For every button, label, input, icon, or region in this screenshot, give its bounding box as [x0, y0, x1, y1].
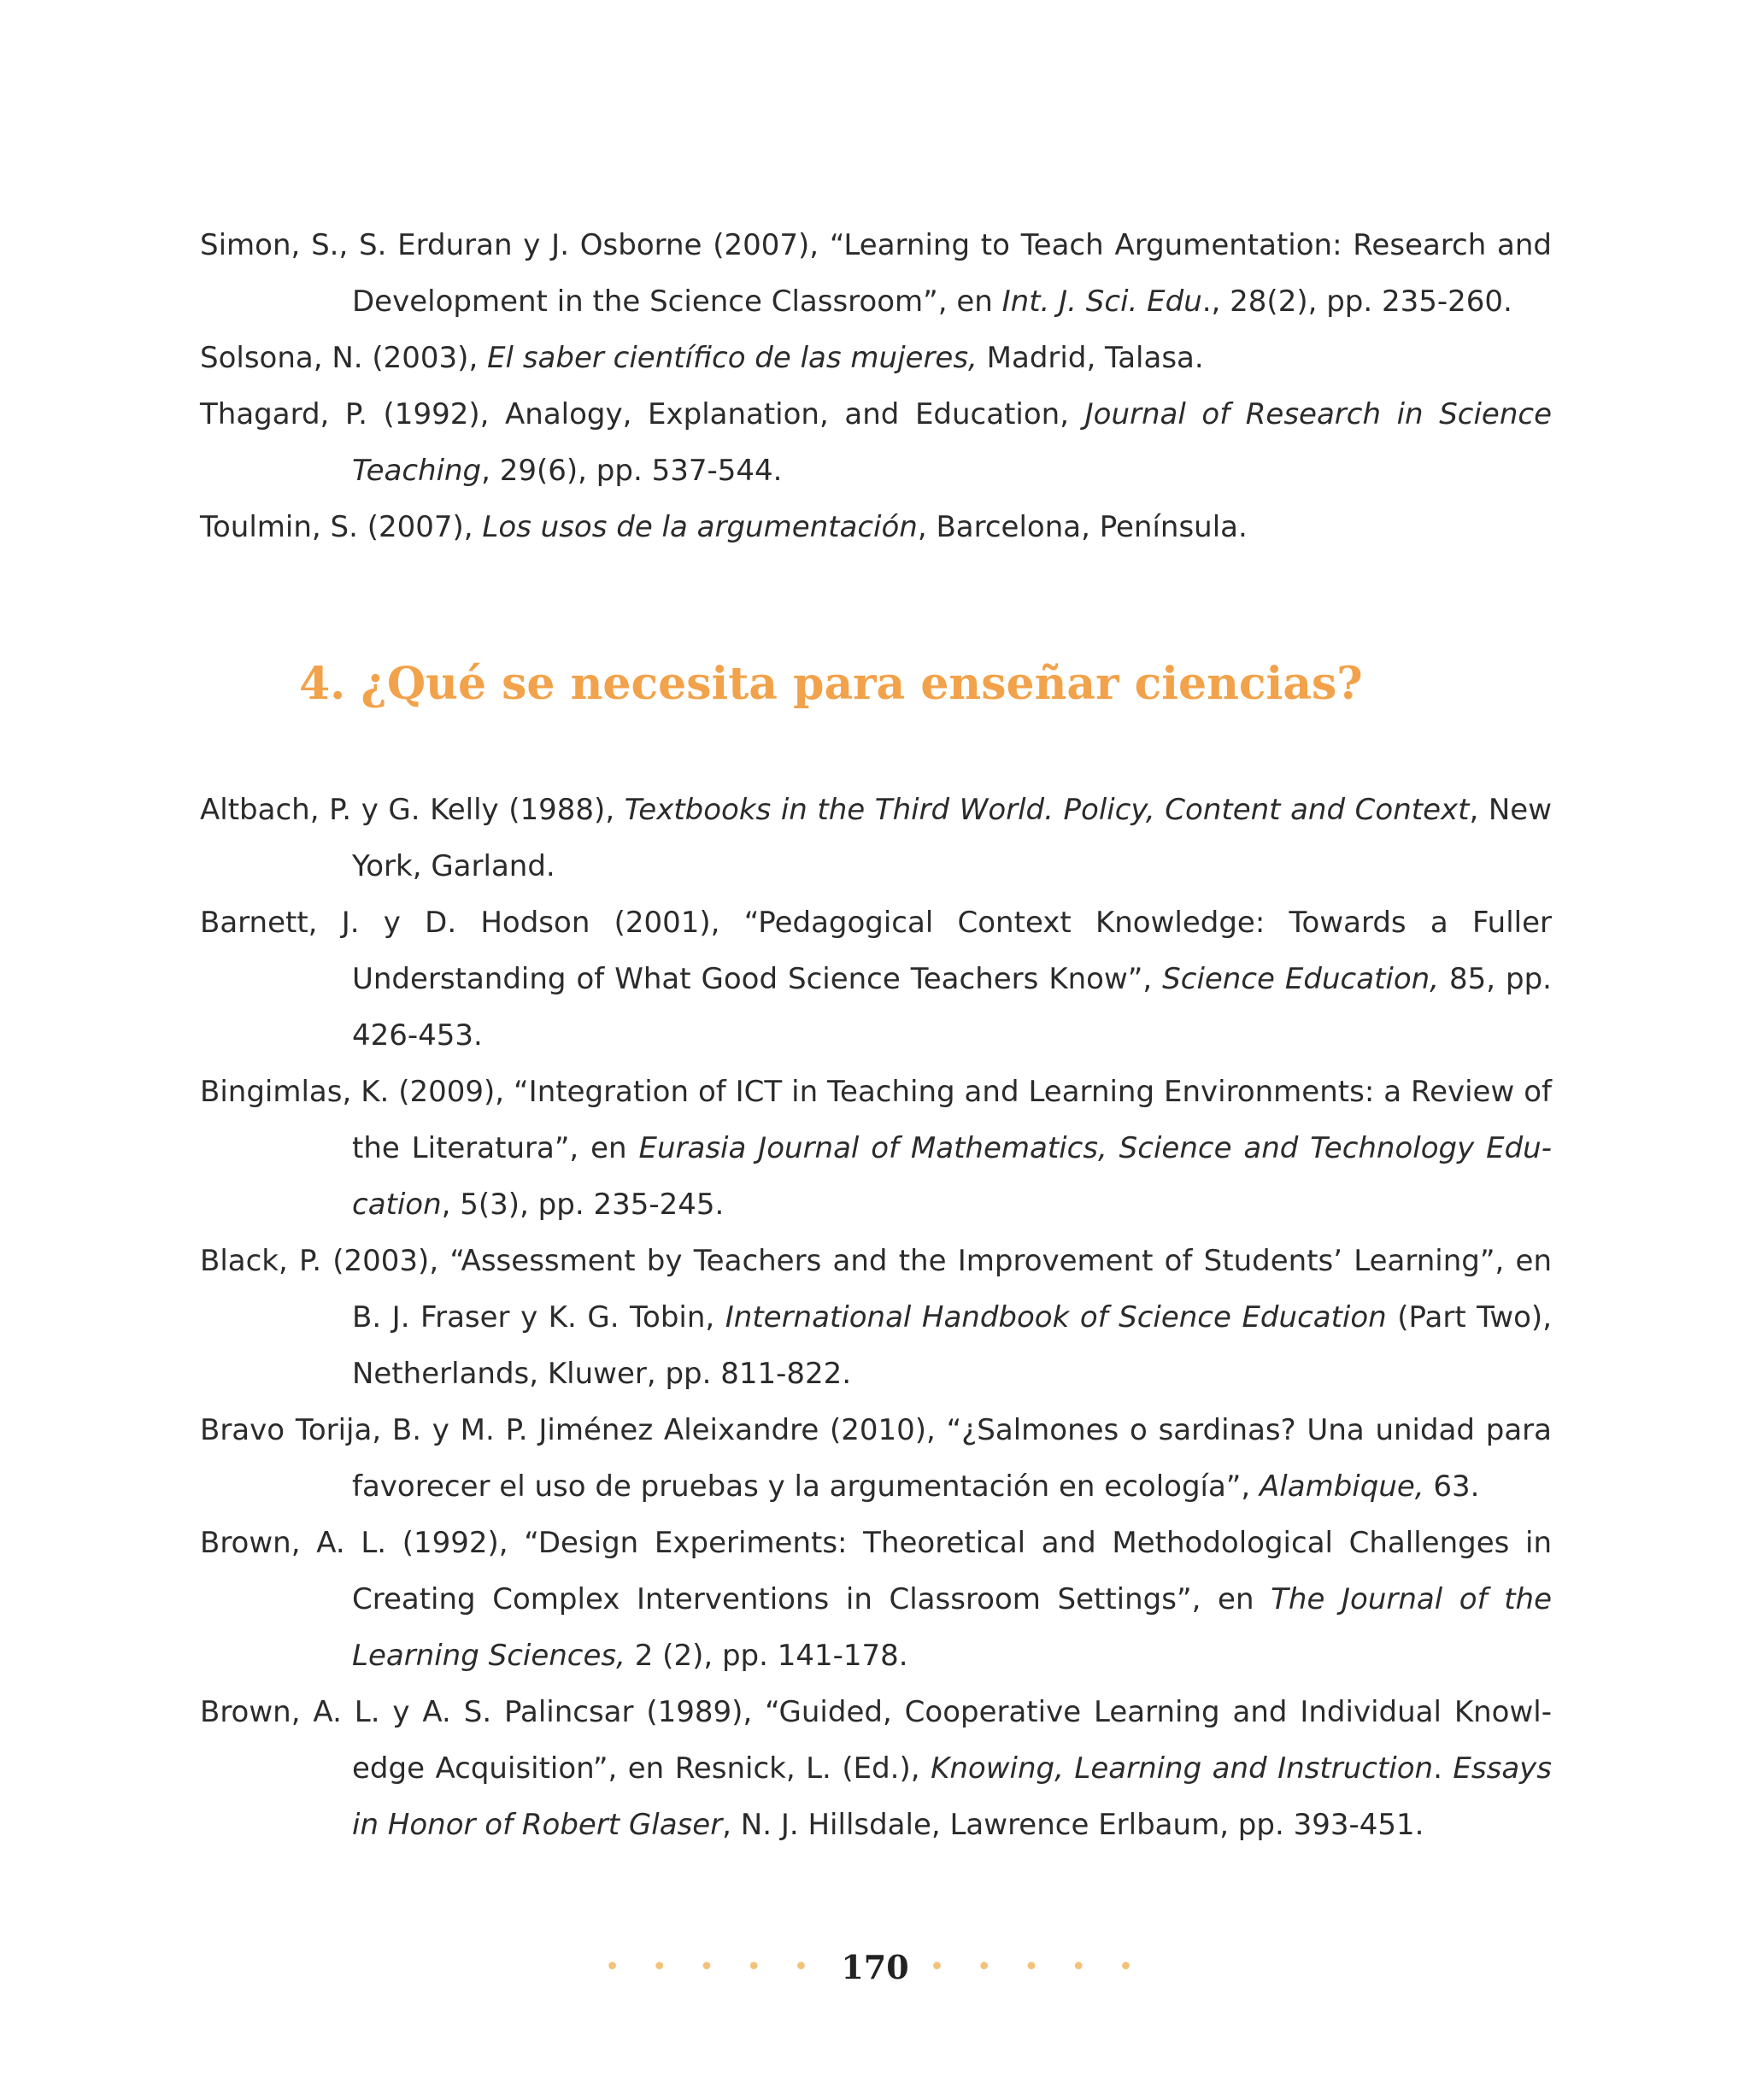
reference-toulmin-2007: Toulmin, S. (2007), Los usos de la argumentación, Barcelona, Península. — [200, 510, 1248, 544]
reference-bingimlas-2009: Bingimlas, K. (2009), “Integration of ICT in Teaching and Learning Environments: a Review of the Literatura”, en Eurasia Journal of Mathematics, Science and Technology Edu-cation, 5(3), pp. 235-245. — [200, 1075, 1552, 1222]
reference-brown-palincsar-1989: Brown, A. L. y A. S. Palincsar (1989), “Guided, Cooperative Learning and Individual Knowl-edge Acquisition”, en Resnick, L. (Ed.), Knowing, Learning and Instruction. Essays in Honor of Robert Glaser, N. J. Hillsdale, Lawrence Erlbaum, pp. 393-451. — [200, 1695, 1552, 1842]
references-list-bottom — [200, 782, 1552, 1853]
reference-altbach-1988: Altbach, P. y G. Kelly (1988), Textbooks in the Third World. Policy, Content and Context, New York, Garland. — [200, 793, 1553, 883]
reference-brown-1992: Brown, A. L. (1992), “Design Experiments: Theoretical and Methodological Challenges in Creating Complex Interventions in Classroom Settings”, en The Journal of the Learning Sciences, 2 (2), pp. 141-178. — [200, 1526, 1552, 1673]
page-footer — [0, 1946, 1750, 1986]
reference-barnett-2001: Barnett, J. y D. Hodson (2001), “Pedagogical Context Knowledge: Towards a Fuller Understanding of What Good Science Teachers Know”, Science Education, 85, pp. 426-453. — [200, 906, 1552, 1053]
reference-solsona-2003: Solsona, N. (2003), El saber científico de las mujeres, Madrid, Talasa. — [200, 341, 1204, 375]
references-list-top — [200, 217, 1552, 555]
page-number: 170 — [841, 1948, 909, 1986]
footer-dots-right: • • • • • — [929, 1952, 1146, 1982]
reference-simon-2007: Simon, S., S. Erduran y J. Osborne (2007), “Learning to Teach Argumentation: Research and Development in the Science Classroom”, en Int. J. Sci. Edu., 28(2), pp. 235-260. — [200, 228, 1552, 319]
reference-thagard-1992: Thagard, P. (1992), Analogy, Explanation, and Education, Journal of Research in Science Teaching, 29(6), pp. 537-544. — [200, 397, 1552, 488]
reference-bravo-torija-2010: Bravo Torija, B. y M. P. Jiménez Aleixandre (2010), “¿Salmones o sardinas? Una unidad para favorecer el uso de pruebas y la argumentación en ecología”, Alambique, 63. — [200, 1413, 1552, 1504]
section-heading: 4. ¿Qué se necesita para enseñar ciencias? — [299, 658, 1363, 710]
reference-black-2003: Black, P. (2003), “Assessment by Teachers and the Improvement of Students’ Learning”, en B. J. Fraser y K. G. Tobin, International Handbook of Science Education (Part Two), Netherlands, Kluwer, pp. 811-822. — [200, 1244, 1553, 1391]
footer-dots-left: • • • • • — [604, 1952, 821, 1982]
